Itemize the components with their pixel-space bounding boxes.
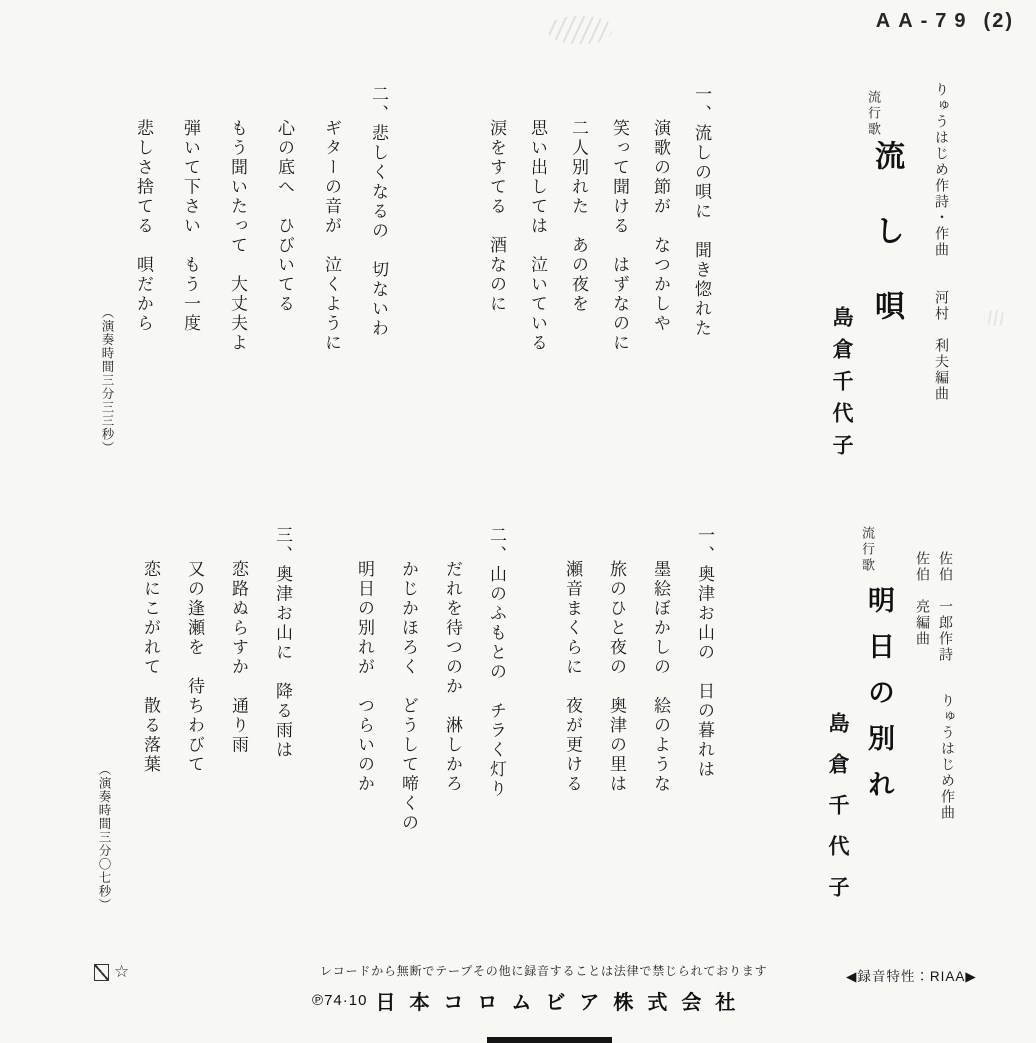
song1-credits xyxy=(930,82,950,402)
lyric-line: 思い出しては 泣いている xyxy=(528,119,547,353)
scan-edge-bar xyxy=(487,1037,612,1043)
lyric-line: 恋路ぬらすか 通り雨 xyxy=(229,560,248,755)
song1-verse2 xyxy=(120,85,402,353)
catalog-number-text: AA-79 xyxy=(875,10,974,32)
release-date: 74·10 xyxy=(324,992,368,1009)
lyric-line: だれを待つのか 淋しかろ xyxy=(443,560,462,794)
lyric-line: 弾いて下さい もう一度 xyxy=(181,119,200,334)
p-mark-and-date xyxy=(312,992,367,1009)
lyric-line: 瀬音まくらに 夜が更ける xyxy=(563,560,582,794)
copy-prohibition-notice: レコードから無断でテープその他に録音することは法律で禁じられております xyxy=(320,964,768,978)
lyric-line: 一、流しの唄に 聞き惚れた xyxy=(692,85,711,339)
song1-duration: （演奏時間三分三三秒） xyxy=(100,306,114,455)
song2-verse3 xyxy=(128,526,304,775)
song1-genre-label: 流行歌 xyxy=(866,90,881,138)
song2-composer: りゅうはじめ作曲 xyxy=(939,693,954,821)
lyric-line: 二人別れた あの夜を xyxy=(569,119,588,314)
song2-verse1 xyxy=(550,526,726,794)
song2-artist: 島倉千代子 xyxy=(826,712,850,917)
lyric-line: ギターの音が 泣くように xyxy=(322,119,341,353)
p-mark-icon: ℗ xyxy=(312,992,325,1009)
recording-spec-label: ◀録音特性：RIAA▶ xyxy=(846,969,977,984)
lyric-line: 二、山のふもとの チラく灯り xyxy=(487,526,506,799)
scan-smudge-top xyxy=(548,16,612,44)
side-number: (2) xyxy=(983,10,1014,32)
lyric-line: 演歌の節が なつかしや xyxy=(651,119,670,334)
lyric-line: 又の逢瀬を 待ちわびて xyxy=(185,560,204,775)
song2-arranger: 佐伯 亮編曲 xyxy=(914,551,929,647)
lyric-line: もう聞いたって 大丈夫よ xyxy=(228,119,247,353)
company-line xyxy=(312,986,749,1015)
lyric-line: 一、奥津お山の 日の暮れは xyxy=(695,526,714,780)
lyric-line: 二、悲しくなるの 切ないわ xyxy=(369,85,388,339)
lyric-line: 三、奥津お山に 降る雨は xyxy=(273,526,292,760)
scan-smudge-right xyxy=(984,310,1006,326)
footer-marks xyxy=(94,962,129,982)
star-icon: ☆ xyxy=(114,962,130,981)
song1-title: 流し唄 xyxy=(870,140,903,365)
song1-writer-composer: りゅうはじめ作詩・作曲 xyxy=(933,82,948,258)
lyric-line: 明日の別れが つらいのか xyxy=(355,560,374,794)
song2-verse2 xyxy=(342,526,518,833)
boxed-slash-icon xyxy=(94,964,109,981)
lyric-line: 心の底へ ひびいてる xyxy=(275,119,294,314)
song2-genre-label: 流行歌 xyxy=(860,526,875,574)
song1-artist: 島倉千代子 xyxy=(830,306,854,466)
lyric-line: 墨絵ぼかしの 絵のような xyxy=(651,560,670,794)
catalog-number xyxy=(876,10,1014,33)
song1-verse1 xyxy=(476,85,722,353)
lyric-line: 旅のひと夜の 奥津の里は xyxy=(607,560,626,794)
lyric-line: 悲しさ捨てる 唄だから xyxy=(134,119,153,334)
lyric-line: 笑って聞ける はずなのに xyxy=(610,119,629,353)
song2-title: 明日の別れ xyxy=(864,586,894,816)
song2-duration: （演奏時間三分〇七秒） xyxy=(97,763,111,912)
company-name: 日本コロムビア株式会社 xyxy=(375,992,750,1014)
song2-lyricist: 佐伯 一郎作詩 xyxy=(937,551,952,663)
song1-arranger: 河村 利夫編曲 xyxy=(933,290,948,402)
lyric-line: 涙をすてる 酒なのに xyxy=(487,119,506,314)
lyric-line: 恋にこがれて 散る落葉 xyxy=(141,560,160,775)
lyric-line: かじかほろく どうして啼くの xyxy=(399,560,418,833)
